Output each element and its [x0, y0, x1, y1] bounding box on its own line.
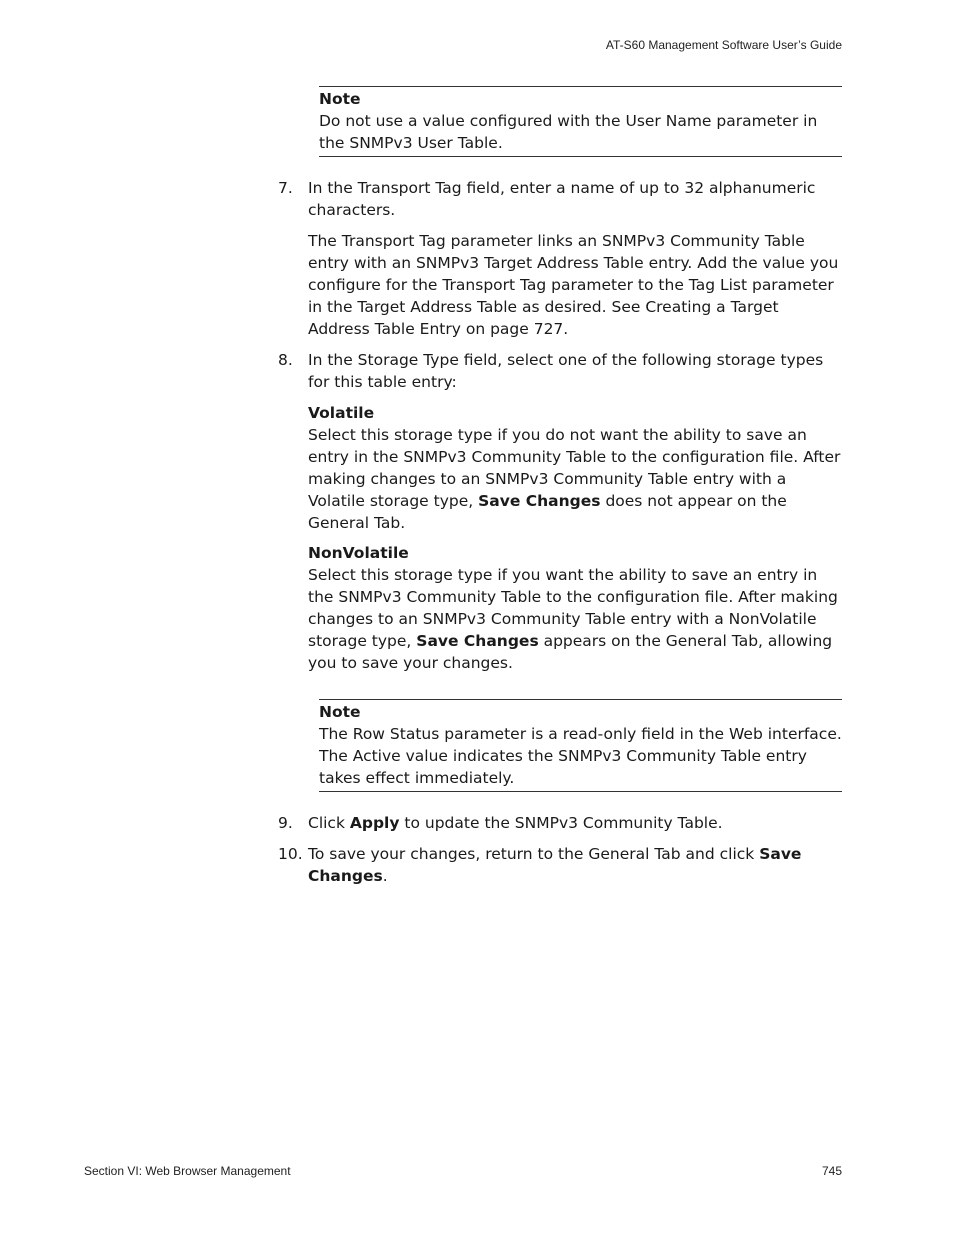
note-title: Note — [319, 703, 361, 721]
step-text — [308, 843, 842, 887]
footer-section: Section VI: Web Browser Management — [84, 1164, 291, 1178]
step-7 — [278, 177, 842, 221]
transport-tag-explanation: The Transport Tag parameter links an SNMPv3 Community Table entry with an SNMPv3 Target Address Table entry. Add the value you configure for the Transport Tag parameter to the Tag List parameter in the Target Address Table as desired. See Creating a Target Address Table Entry on page 727. — [308, 232, 839, 338]
step-text: In the Transport Tag field, enter a name of up to 32 alphanumeric characters. — [308, 179, 816, 219]
step-text — [308, 812, 842, 834]
step-9 — [278, 812, 842, 834]
step-number: 7. — [278, 179, 293, 197]
nonvolatile-definition — [308, 542, 842, 674]
definition-text: Select this storage type if you want the ability to save an entry in the SNMPv3 Community Table to the configuration file. After making changes to an SNMPv3 Community Table entry with a NonVolatile storage type, — [308, 566, 838, 650]
note-box-user-name — [319, 86, 842, 157]
step-10 — [278, 843, 842, 887]
bold-save-changes: Save Changes — [416, 632, 539, 650]
text-run: to update the SNMPv3 Community Table. — [399, 814, 723, 832]
page-number: 745 — [821, 1164, 842, 1178]
bold-save-changes: Save Changes — [478, 492, 601, 510]
step-number: 10. — [278, 845, 303, 863]
term-volatile: Volatile — [308, 404, 375, 422]
bold-apply: Apply — [349, 814, 400, 832]
step-8 — [278, 349, 842, 393]
note-text: The Row Status parameter is a read-only field in the Web interface. The Active value indicates the SNMPv3 Community Table entry takes effect immediately. — [319, 725, 842, 787]
definition-text: Select this storage type if you do not want the ability to save an entry in the SNMPv3 Community Table to the configuration file. After making changes to an SNMPv3 Community Table entry with a Volatile storage type, — [308, 426, 841, 510]
text-run: Click — [308, 814, 350, 832]
term-nonvolatile: NonVolatile — [308, 544, 409, 562]
volatile-definition — [308, 402, 842, 534]
note-box-row-status — [319, 699, 842, 792]
definition-text: does not appear on the General Tab. — [308, 492, 787, 532]
text-run: To save your changes, return to the General Tab and click — [308, 845, 760, 863]
definition-text: appears on the General Tab, allowing you to save your changes. — [308, 632, 833, 672]
step-number: 8. — [278, 351, 293, 369]
bold-save-changes: Save Changes — [308, 845, 802, 885]
text-run: . — [382, 867, 388, 885]
note-text: Do not use a value configured with the User Name parameter in the SNMPv3 User Table. — [319, 112, 818, 152]
running-header: AT-S60 Management Software User’s Guide — [605, 38, 842, 52]
step-number: 9. — [278, 814, 293, 832]
step-text: In the Storage Type field, select one of the following storage types for this table entry: — [308, 351, 824, 391]
note-title: Note — [319, 90, 361, 108]
